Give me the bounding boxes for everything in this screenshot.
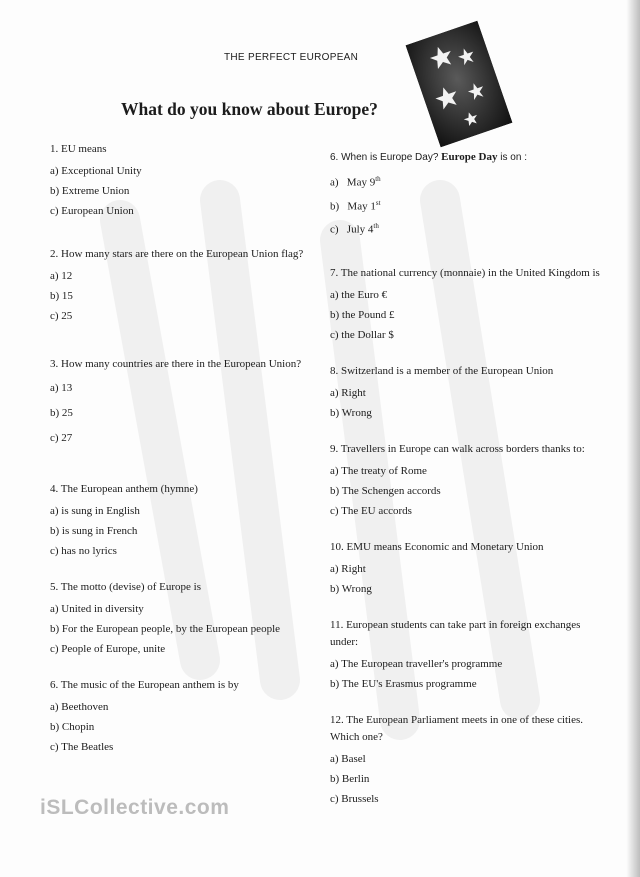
option-b: b) 15: [50, 290, 73, 302]
option-a: a) Basel: [330, 752, 366, 765]
option-a: a) Exceptional Unity: [50, 165, 142, 177]
question-text: 8. Switzerland is a member of the European Union: [330, 364, 554, 377]
question-text: 4. The European anthem (hymne): [50, 483, 198, 495]
question-text: 12. The European Parliament meets in one of these cities. Which one?: [330, 713, 584, 743]
option-b: b) Extreme Union: [50, 185, 130, 197]
option-c: c) 25: [50, 310, 73, 322]
question-text: 6. The music of the European anthem is by: [50, 679, 239, 691]
question-11: [330, 617, 605, 694]
option-a: a) May 9th: [330, 175, 381, 189]
question-text: 10. EMU means Economic and Monetary Union: [330, 540, 544, 553]
option-b: b) May 1st: [330, 198, 381, 213]
option-c: c) the Dollar $: [330, 328, 394, 341]
option-a: a) The treaty of Rome: [330, 464, 427, 477]
option-b: b) is sung in French: [50, 525, 138, 537]
option-c: c) The Beatles: [50, 741, 114, 753]
question-text: 1. EU means: [50, 143, 107, 155]
option-a: a) 13: [50, 382, 73, 394]
question-10: [330, 539, 605, 599]
question-4: [50, 481, 305, 561]
eu-flag-image: [405, 21, 512, 148]
option-b: b) The EU's Erasmus programme: [330, 677, 477, 690]
questions-left-column: [50, 141, 305, 757]
question-1: [50, 141, 305, 221]
page-title: What do you know about Europe?: [121, 99, 378, 119]
question-text: 9. Travellers in Europe can walk across borders thanks to:: [330, 442, 585, 455]
islcollective-logo: iSLCollective.com: [40, 796, 230, 819]
option-b: b) Chopin: [50, 721, 95, 733]
question-6-right: [330, 149, 605, 240]
question-7: [330, 265, 605, 345]
option-b: b) The Schengen accords: [330, 484, 441, 497]
option-c: c) People of Europe, unite: [50, 643, 166, 655]
question-text: 6. When is Europe Day? Europe Day is on :: [330, 151, 527, 163]
worksheet-label: THE PERFECT EUROPEAN: [224, 52, 359, 63]
option-a: a) Beethoven: [50, 701, 109, 713]
option-b: b) the Pound £: [330, 308, 395, 321]
option-b: b) Wrong: [330, 406, 372, 419]
option-b: b) For the European people, by the European people: [50, 623, 281, 635]
question-6-left: [50, 677, 305, 757]
question-9: [330, 441, 605, 521]
question-3: [50, 356, 305, 451]
option-c: c) July 4th: [330, 222, 379, 236]
option-a: a) the Euro €: [330, 288, 388, 301]
option-a: a) United in diversity: [50, 603, 144, 615]
option-b: b) Wrong: [330, 582, 372, 595]
option-a: a) The European traveller's programme: [330, 657, 503, 670]
question-text: 5. The motto (devise) of Europe is: [50, 581, 202, 593]
question-text: 3. How many countries are there in the European Union?: [50, 358, 302, 370]
question-12: [330, 712, 605, 809]
question-2: [50, 246, 305, 326]
questions-right-column: [330, 149, 605, 809]
question-5: [50, 579, 305, 659]
page-edge-shadow: [626, 0, 640, 877]
option-a: a) is sung in English: [50, 505, 140, 517]
question-text: 11. European students can take part in foreign exchanges under:: [330, 618, 581, 648]
question-8: [330, 363, 605, 423]
question-text: 2. How many stars are there on the European Union flag?: [50, 248, 304, 260]
option-c: c) The EU accords: [330, 504, 412, 517]
option-c: c) Brussels: [330, 792, 379, 805]
option-c: c) has no lyrics: [50, 545, 117, 557]
option-b: b) Berlin: [330, 772, 370, 785]
option-c: c) 27: [50, 432, 73, 444]
question-text: 7. The national currency (monnaie) in the United Kingdom is: [330, 266, 600, 279]
option-b: b) 25: [50, 407, 73, 419]
option-a: a) Right: [330, 386, 366, 399]
option-a: a) Right: [330, 562, 366, 575]
option-a: a) 12: [50, 270, 73, 282]
option-c: c) European Union: [50, 205, 134, 217]
